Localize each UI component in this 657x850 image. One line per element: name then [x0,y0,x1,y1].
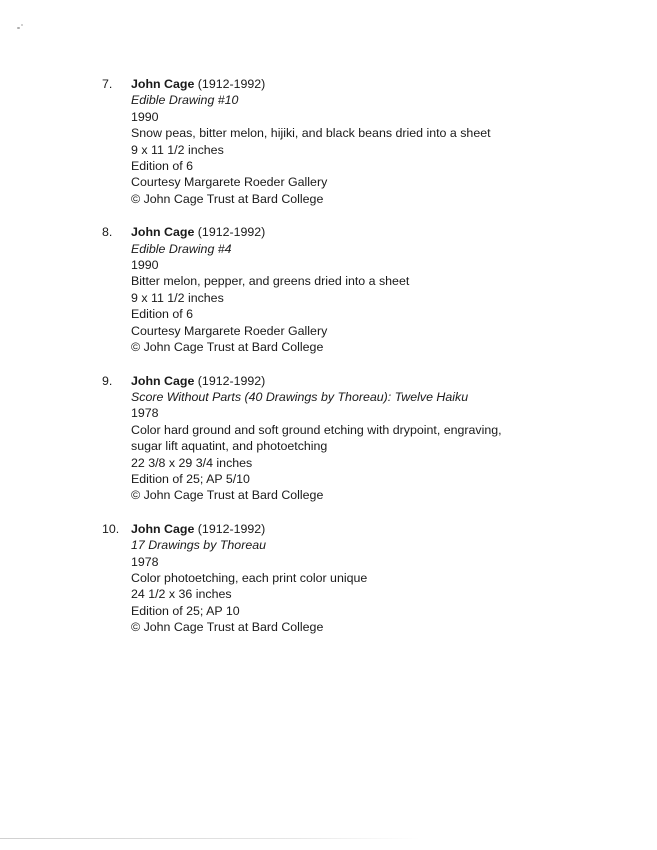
scan-edge-line [0,838,420,839]
entry-number: 10. [102,521,120,536]
scan-speck [17,27,20,29]
artist-dates: (1912-1992) [197,373,266,388]
artist-dates: (1912-1992) [197,77,266,91]
artwork-copyright: © John Cage Trust at Bard College [131,620,324,635]
artwork-title: Edible Drawing #4 [131,241,232,256]
artwork-courtesy: Courtesy Margarete Roeder Gallery [131,323,328,338]
entry-body [131,373,511,504]
artist-line [131,76,511,92]
artwork-title: Edible Drawing #10 [131,93,239,108]
artwork-year: 1990 [131,258,159,273]
artwork-title: 17 Drawings by Thoreau [131,538,266,553]
artwork-edition: Edition of 25; AP 5/10 [131,471,250,486]
artwork-medium: Color photoetching, each print color unique [131,570,368,585]
artwork-medium: Color hard ground and soft ground etching with drypoint, engraving, [131,422,502,437]
artwork-edition: Edition of 25; AP 10 [131,603,240,618]
artwork-list [0,76,657,653]
artwork-copyright: © John Cage Trust at Bard College [131,488,324,503]
artist-name: John Cage [131,77,195,91]
artwork-courtesy: Courtesy Margarete Roeder Gallery [131,175,328,190]
artwork-dimensions: 22 3/8 x 29 3/4 inches [131,455,253,470]
artwork-medium: Snow peas, bitter melon, hijiki, and black beans dried into a sheet [131,126,491,141]
artwork-edition: Edition of 6 [131,159,193,174]
entry-body [131,76,511,207]
artist-name: John Cage [131,521,195,536]
artwork-copyright: © John Cage Trust at Bard College [131,340,324,355]
artist-line [131,224,511,240]
artwork-entry-8 [0,224,657,355]
artwork-edition: Edition of 6 [131,307,193,322]
entry-number: 8. [102,225,113,240]
artwork-year: 1978 [131,554,159,569]
artwork-entry-10 [0,521,657,636]
artwork-year: 1990 [131,109,159,124]
artist-name: John Cage [131,225,195,240]
artwork-copyright: © John Cage Trust at Bard College [131,191,324,206]
entry-number: 9. [102,373,113,388]
artwork-year: 1978 [131,406,159,421]
artwork-medium-continued: sugar lift aquatint, and photoetching [131,439,328,454]
artist-name: John Cage [131,373,195,388]
artist-dates: (1912-1992) [197,521,266,536]
artwork-medium: Bitter melon, pepper, and greens dried into a sheet [131,274,410,289]
artwork-dimensions: 9 x 11 1/2 inches [131,142,224,157]
artwork-entry-7 [0,76,657,207]
entry-body [131,521,511,636]
artwork-dimensions: 9 x 11 1/2 inches [131,290,224,305]
artwork-dimensions: 24 1/2 x 36 inches [131,587,232,602]
artwork-title: Score Without Parts (40 Drawings by Thoreau): Twelve Haiku [131,389,469,404]
entry-body [131,224,511,355]
artist-dates: (1912-1992) [197,225,266,240]
scan-speck [21,24,23,26]
artwork-entry-9 [0,373,657,504]
entry-number: 7. [102,77,113,91]
artist-line [131,373,511,389]
artist-line [131,521,511,537]
